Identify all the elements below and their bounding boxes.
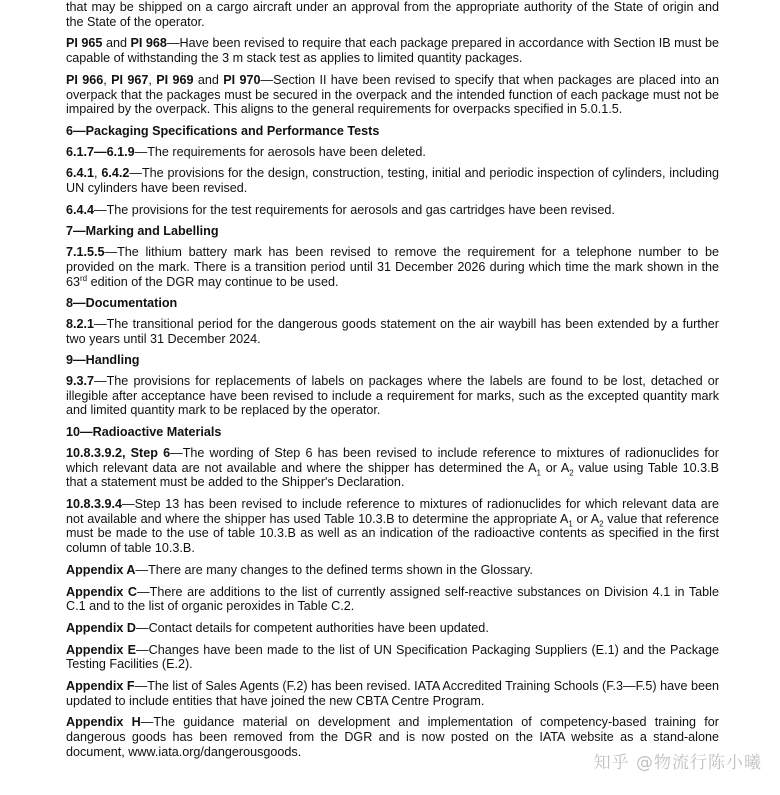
s6-i2-code2: 6.4.2 [101,166,130,181]
pi965-text: —Have been revised to require that each package prepared in accordance with Section IB must be capable of withstanding the 3 m stack test as applies to limited quantity packages. [66,36,719,66]
pi966-sep2: , [148,72,157,87]
section-6-item-1 [66,145,719,160]
s9-i1-code: 9.3.7 [66,374,95,389]
s6-i3-text: —The provisions for the test requirements for aerosols and gas cartridges have been revised. [94,202,615,217]
pi966-code: PI 966 [66,72,104,87]
appendix-e-code: Appendix E [66,642,137,657]
s8-i1-code: 8.2.1 [66,316,95,331]
section-6-item-3 [66,203,719,218]
pi967-code: PI 967 [111,72,149,87]
s6-i3-code: 6.4.4 [66,202,95,217]
s10-i2-mid: or A [572,511,600,526]
pi966-paragraph [66,73,719,117]
appendix-c-text: —There are additions to the list of currently assigned self-reactive substances on Division 4.1 in Table C.1 and to the list of organic peroxides in Table C.2. [66,584,719,614]
section-6-item-2 [66,166,719,195]
appendix-a-text: —There are many changes to the defined terms shown in the Glossary. [135,562,533,577]
section-7-heading: 7—Marking and Labelling [66,224,219,239]
appendix-h-text: —The guidance material on development and implementation of competency-based training for dangerous goods has been removed from the DGR and is now posted on the IATA website as a stand-alone document, www.iata.org/dangerousgoods. [66,715,719,759]
section-6-heading: 6—Packaging Specifications and Performance Tests [66,123,380,138]
pi969-code: PI 969 [156,72,194,87]
appendix-e-text: —Changes have been made to the list of UN Specification Packaging Suppliers (E.1) and the Package Testing Facilities (E.2). [66,642,719,672]
section-10-heading: 10—Radioactive Materials [66,425,222,440]
appendix-e [66,643,719,672]
s7-i1-text-b: edition of the DGR may continue to be used. [87,274,339,289]
watermark: 知乎 @物流行陈小曦 [593,753,762,773]
s10-i1-code: 10.8.3.9.2, Step 6 [66,445,171,460]
appendix-d [66,621,719,636]
s7-i1-code: 7.1.5.5 [66,245,105,260]
s10-i2-sub1: 1 [568,519,573,529]
s10-i2-code: 10.8.3.9.4 [66,496,123,511]
section-10-item-2 [66,497,719,556]
appendix-d-text: —Contact details for competent authorities have been updated. [135,620,489,635]
s10-i1-sub2: 2 [569,468,574,478]
pi968-code: PI 968 [130,36,167,51]
s10-i1-sub1: 1 [536,468,541,478]
s7-i1-sup: rd [80,273,88,283]
s6-i2-text: —The provisions for the design, construction, testing, initial and periodic inspection of cylinders, including UN cylinders have been revised. [66,166,719,196]
appendix-a [66,563,719,578]
pi966-sep1: , [103,72,112,87]
s10-i1-text-b: value using Table 10.3.B that a statement must be added to the Shipper's Declaration. [66,460,719,490]
appendix-f-text: —The list of Sales Agents (F.2) has been revised. IATA Accredited Training Schools (F.3—F.5) have been updated to include entities that have joined the new CBTA Centre Program. [66,679,719,708]
section-7-item-1 [66,245,719,289]
appendix-f-code: Appendix F [66,679,135,694]
appendix-c [66,585,719,614]
s6-i1-code: 6.1.7—6.1.9 [66,144,135,159]
intro-paragraph: that may be shipped on a cargo aircraft under an approval from the appropriate authority of the State of origin and the State of the operator. [66,0,719,29]
pi965-and: and [102,36,131,51]
s10-i1-text-a: —The wording of Step 6 has been revised to include reference to mixtures of radionuclides for which relevant data are not available and where the shipper has determined the A [66,445,720,475]
appendix-a-code: Appendix A [66,562,136,577]
document-page [66,0,719,767]
section-8-item-1 [66,317,719,346]
pi965-code: PI 965 [66,36,103,51]
pi970-code: PI 970 [223,72,261,87]
section-9-item-1 [66,374,719,418]
section-10-item-1 [66,446,719,490]
s9-i1-text: —The provisions for replacements of labels on packages where the labels are found to be lost, detached or illegible after acceptance have been revised to include a requirement for marks, such as the excepted quantity mark and limited quantity mark to be replaced by the operator. [66,374,719,418]
appendix-f [66,679,719,708]
s7-i1-text-a: —The lithium battery mark has been revised to remove the requirement for a telephone number to be provided on the mark. There is a transition period until 31 December 2026 during which time the mark shown in the 63 [66,245,719,289]
s10-i1-mid: or A [541,460,570,475]
pi966-and: and [193,72,224,87]
s6-i2-code1: 6.4.1 [66,166,95,181]
section-8-heading: 8—Documentation [66,296,178,311]
pi966-text: —Section II have been revised to specify that when packages are placed into an overpack that the packages must be secured in the overpack and the intended function of each package must not be impaired by the overpack. This aligns to the general requirements for overpacks specified in 5.0.1.5. [66,72,719,117]
s10-i2-text-a: —Step 13 has been revised to include reference to mixtures of radionuclides for which relevant data are not available and where the shipper has used Table 10.3.B to determine the appropriate A [66,496,719,526]
pi965-paragraph [66,36,719,65]
s10-i2-text-b: value that reference must be made to the use of table 10.3.B as well as an indication of the radioactive contents as specified in the first column of table 10.3.B. [66,511,719,556]
appendix-c-code: Appendix C [66,584,138,599]
section-9-heading: 9—Handling [66,353,140,368]
appendix-d-code: Appendix D [66,620,136,635]
s6-i1-text: —The requirements for aerosols have been deleted. [134,144,426,159]
appendix-h-code: Appendix H [66,715,141,730]
s10-i2-sub2: 2 [599,519,604,529]
s8-i1-text: —The transitional period for the dangerous goods statement on the air waybill has been extended by a further two years until 31 December 2024. [66,316,719,346]
s6-i2-sep: , [94,166,102,181]
